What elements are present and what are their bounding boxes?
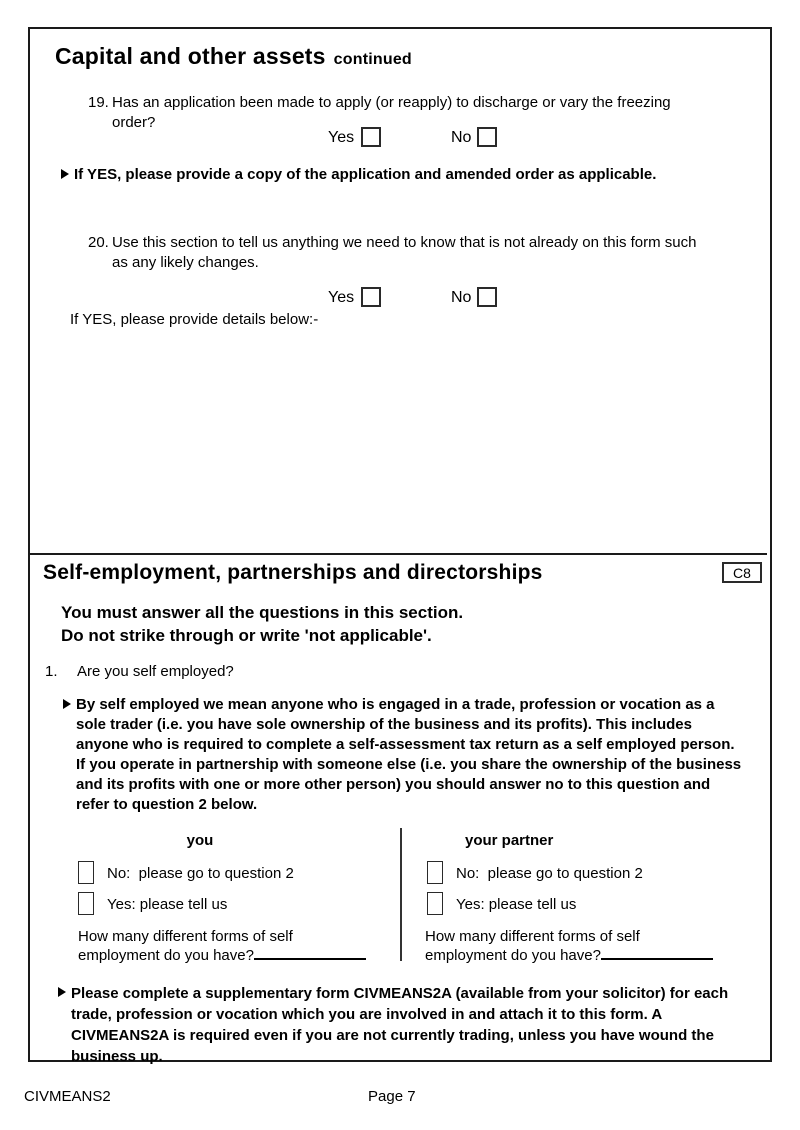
q19-if-yes-note [61, 165, 761, 185]
partner-how-many-line2: employment do you have? [425, 947, 601, 964]
question-20-number: 20. [88, 234, 109, 251]
question-1-number: 1. [45, 663, 58, 680]
section-title-self-employment: Self-employment, partnerships and directorships [43, 561, 543, 584]
partner-how-many-question [425, 927, 735, 965]
partner-how-many-writein[interactable] [601, 947, 713, 960]
you-how-many-line2: employment do you have? [78, 947, 254, 964]
column-divider [400, 828, 402, 961]
q20-no-checkbox[interactable] [477, 287, 497, 307]
partner-yes-label: Yes: please tell us [456, 896, 577, 913]
partner-no-checkbox[interactable] [427, 861, 443, 884]
column-header-partner: your partner [465, 832, 554, 849]
q1-supplementary-note-text: Please complete a supplementary form CIVMEANS2A (available from your solicitor) for each trade, profession or vocation which you are involved in and attach it to this form. A CIVMEANS2A is required even if you are not currently trading, unless you have wound the business up. [71, 985, 729, 1065]
footer-page-number: Page 7 [368, 1088, 416, 1105]
question-19-text: Has an application been made to apply (or reapply) to discharge or vary the freezing order? [112, 94, 671, 131]
you-how-many-question [78, 927, 388, 965]
q19-yes-label: Yes [328, 129, 355, 146]
partner-how-many-line2-row [425, 946, 735, 965]
q20-details-writein-area[interactable] [32, 332, 768, 550]
section-instruction-line2: Do not strike through or write 'not applicable'. [61, 626, 432, 645]
partner-no-label: No: please go to question 2 [456, 865, 643, 882]
q19-if-yes-note-text: If YES, please provide a copy of the application and amended order as applicable. [74, 166, 657, 183]
arrow-bullet-icon [58, 987, 66, 997]
footer-form-code: CIVMEANS2 [24, 1088, 111, 1105]
section-title-continued: continued [333, 51, 412, 68]
arrow-bullet-icon [61, 169, 69, 179]
q19-yes-checkbox[interactable] [361, 127, 381, 147]
you-yes-checkbox[interactable] [78, 892, 94, 915]
q1-definition-note [63, 695, 753, 815]
you-how-many-line1: How many different forms of self [78, 928, 293, 945]
q1-supplementary-note [58, 983, 758, 1067]
section-code-badge: C8 [722, 562, 762, 583]
you-how-many-writein[interactable] [254, 947, 366, 960]
partner-yes-checkbox[interactable] [427, 892, 443, 915]
section-instruction-line1: You must answer all the questions in this section. [61, 603, 464, 622]
section-divider [29, 553, 767, 555]
you-no-label: No: please go to question 2 [107, 865, 294, 882]
q20-no-label: No [451, 289, 472, 306]
question-19-number: 19. [88, 94, 109, 111]
q20-yes-label: Yes [328, 289, 355, 306]
question-1-text: Are you self employed? [77, 663, 234, 680]
arrow-bullet-icon [63, 699, 71, 709]
question-20-text: Use this section to tell us anything we need to know that is not already on this form such as any likely changes. [112, 234, 697, 271]
section-title-capital [55, 43, 412, 70]
q20-yes-checkbox[interactable] [361, 287, 381, 307]
section-title-capital-text: Capital and other assets [55, 43, 326, 69]
question-1 [45, 662, 445, 682]
partner-how-many-line1: How many different forms of self [425, 928, 640, 945]
q20-details-prompt: If YES, please provide details below:- [70, 311, 319, 328]
column-header-you: you [186, 832, 214, 849]
q1-definition-note-text: By self employed we mean anyone who is engaged in a trade, profession or vocation as a sole trader (i.e. you have sole ownership of the business and its profits). This includes anyone who is required to complete a self-assessment tax return as a self employed person. If you operate in partnership with someone else (i.e. you share the ownership of the business and its profits with one or more other person) you should answer no to this question and refer to question 2 below. [76, 696, 742, 813]
you-yes-label: Yes: please tell us [107, 896, 228, 913]
question-20 [88, 233, 718, 273]
q19-no-checkbox[interactable] [477, 127, 497, 147]
you-no-checkbox[interactable] [78, 861, 94, 884]
q19-no-label: No [451, 129, 472, 146]
you-how-many-line2-row [78, 946, 388, 965]
